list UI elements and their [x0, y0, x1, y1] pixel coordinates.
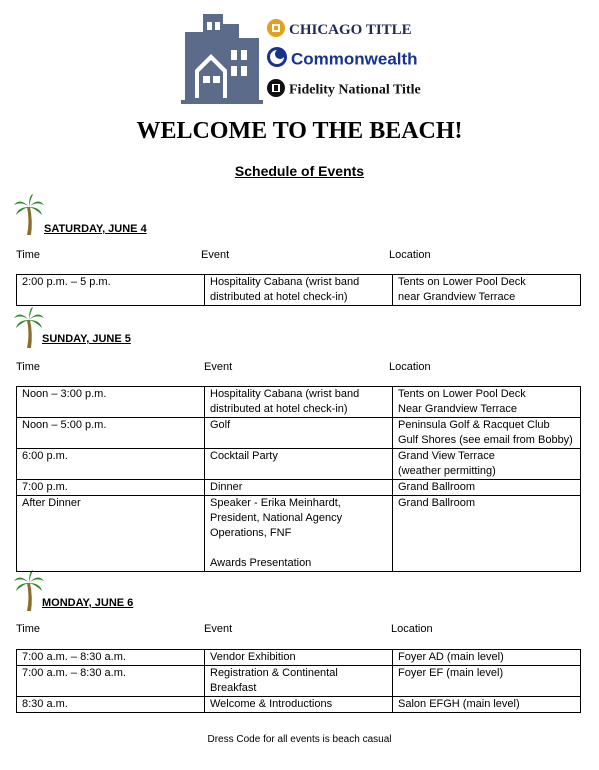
commonwealth-text: Commonwealth — [291, 49, 418, 69]
table-row — [17, 650, 581, 666]
commonwealth-swirl-icon — [266, 46, 288, 73]
chicago-title-shield-icon — [266, 18, 286, 43]
table-row — [17, 496, 581, 572]
event-cell: Vendor Exhibition — [205, 650, 393, 666]
palm-tree-icon — [12, 193, 46, 237]
event-cell: Registration & Continental Breakfast — [205, 666, 393, 697]
chicago-title-logo — [266, 18, 412, 43]
building-logo-icon — [181, 10, 263, 106]
time-cell: Noon – 3:00 p.m. — [17, 387, 205, 418]
table-row — [17, 418, 581, 449]
time-cell: 6:00 p.m. — [17, 449, 205, 480]
day-heading-monday: MONDAY, JUNE 6 — [42, 597, 134, 609]
event-cell: Hospitality Cabana (wrist band distributed at hotel check-in) — [205, 275, 393, 306]
col-header-location: Location — [391, 623, 433, 635]
col-header-location: Location — [389, 249, 431, 261]
table-row — [17, 480, 581, 496]
col-header-event: Event — [201, 249, 230, 261]
col-header-event: Event — [204, 623, 233, 635]
col-header-time: Time — [16, 249, 41, 261]
time-cell: 2:00 p.m. – 5 p.m. — [17, 275, 205, 306]
time-cell: 8:30 a.m. — [17, 697, 205, 713]
location-cell: Peninsula Golf & Racquet Club Gulf Shores (see email from Bobby) — [393, 418, 581, 449]
time-cell: 7:00 a.m. – 8:30 a.m. — [17, 666, 205, 697]
event-cell: Hospitality Cabana (wrist band distributed at hotel check-in) — [205, 387, 393, 418]
location-cell: Tents on Lower Pool Deck near Grandview Terrace — [393, 275, 581, 306]
page-subtitle: Schedule of Events — [234, 163, 365, 179]
col-header-time: Time — [16, 623, 41, 635]
schedule-table-sunday — [16, 386, 581, 572]
event-cell: Welcome & Introductions — [205, 697, 393, 713]
page-title: WELCOME TO THE BEACH! — [136, 118, 463, 144]
commonwealth-logo — [266, 46, 418, 73]
event-cell: Golf — [205, 418, 393, 449]
event-cell: Cocktail Party — [205, 449, 393, 480]
location-cell: Foyer AD (main level) — [393, 650, 581, 666]
location-cell: Salon EFGH (main level) — [393, 697, 581, 713]
day-heading-saturday: SATURDAY, JUNE 4 — [44, 223, 147, 235]
event-cell: Dinner — [205, 480, 393, 496]
col-header-event: Event — [204, 361, 233, 373]
fidelity-logo — [266, 78, 421, 103]
col-header-location: Location — [389, 361, 431, 373]
table-row — [17, 666, 581, 697]
chicago-title-text: CHICAGO TITLE — [289, 22, 412, 38]
table-row — [17, 449, 581, 480]
event-cell: Speaker - Erika Meinhardt, President, National Agency Operations, FNF Awards Presentation — [205, 496, 393, 572]
schedule-table-saturday — [16, 274, 581, 306]
time-cell: After Dinner — [17, 496, 205, 572]
time-cell: Noon – 5:00 p.m. — [17, 418, 205, 449]
location-cell: Tents on Lower Pool Deck Near Grandview Terrace — [393, 387, 581, 418]
day-heading-sunday: SUNDAY, JUNE 5 — [42, 333, 131, 345]
schedule-table-monday — [16, 649, 581, 713]
table-row — [17, 275, 581, 306]
location-cell: Grand Ballroom — [393, 480, 581, 496]
palm-tree-icon — [12, 306, 46, 350]
dress-code-note: Dress Code for all events is beach casual — [207, 734, 392, 745]
time-cell: 7:00 p.m. — [17, 480, 205, 496]
location-cell: Grand Ballroom — [393, 496, 581, 572]
table-row — [17, 387, 581, 418]
location-cell: Grand View Terrace (weather permitting) — [393, 449, 581, 480]
col-header-time: Time — [16, 361, 41, 373]
table-row — [17, 697, 581, 713]
location-cell: Foyer EF (main level) — [393, 666, 581, 697]
palm-tree-icon — [12, 569, 46, 613]
time-cell: 7:00 a.m. – 8:30 a.m. — [17, 650, 205, 666]
fidelity-seal-icon — [266, 78, 286, 103]
fidelity-text: Fidelity National Title — [289, 82, 421, 98]
